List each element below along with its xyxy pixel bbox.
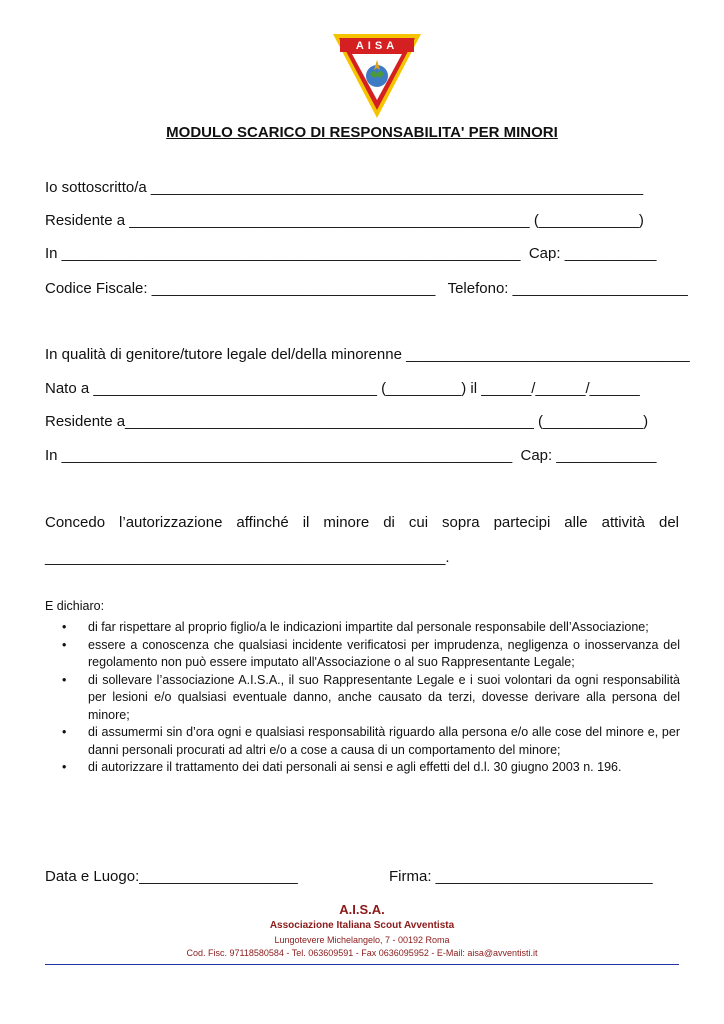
footer-org-name: Associazione Italiana Scout Avventista (269, 920, 455, 931)
bullet-icon: • (62, 725, 67, 739)
declaration-item (62, 619, 680, 637)
declaration-item (62, 724, 680, 759)
svg-text:AISA: AISA (355, 40, 399, 52)
footer-org-abbrev: A.I.S.A. (339, 902, 385, 917)
footer-address: Lungotevere Michelangelo, 7 - 00192 Roma (274, 935, 450, 945)
data-luogo-field[interactable]: Data e Luogo:___________________ (45, 868, 298, 885)
declaration-item-text: di far rispettare al proprio figlio/a le indicazioni impartite dal personale responsabile dell’Associazione; (88, 620, 649, 634)
footer-contacts: Cod. Fisc. 97118580584 - Tel. 063609591 - Fax 0636095952 - E-Mail: aisa@avventisti.it (186, 948, 538, 958)
declaration-item-text: essere a conoscenza che qualsiasi incidente verificatosi per imprudenza, negligenza o inosservanza del regolamento non può essere imputato all'Associazione o al suo Rappresentante Legale; (88, 637, 680, 669)
declaration-item (62, 672, 680, 725)
aisa-logo (330, 30, 424, 122)
minorenne-field[interactable]: In qualità di genitore/tutore legale del/della minorenne __________________________________ (45, 346, 690, 363)
bullet-icon: • (62, 672, 67, 687)
declaration-item (62, 637, 680, 672)
firma-field[interactable]: Firma: __________________________ (389, 868, 653, 885)
declaration-item-text: di assumermi sin d’ora ogni e qualsiasi responsabilità riguardo alla persona e/o alle cose del minore e, per danni personali procurati ad altri e/o a cose a causa di un comportamento del minore; (88, 725, 680, 757)
nato-field[interactable]: Nato a __________________________________ (_________) il ______/______/______ (45, 380, 640, 397)
sottoscritto-field[interactable]: Io sottoscritto/a ___________________________________________________________ (45, 179, 644, 196)
form-title: MODULO SCARICO DI RESPONSABILITA' PER MINORI (166, 124, 558, 141)
minore-residente-field[interactable]: Residente a_________________________________________________ (____________) (45, 413, 649, 430)
bullet-icon: • (62, 637, 67, 652)
attivita-field[interactable]: ________________________________________________. (45, 549, 450, 566)
codice-fiscale-telefono-field[interactable]: Codice Fiscale: __________________________________ Telefono: _____________________ (45, 280, 688, 297)
declaration-item-text: di sollevare l’associazione A.I.S.A., il suo Rappresentante Legale e i suoi volontari da ogni responsabilità per lesioni e/o qualsiasi eventuale danno, anche causato da terzi, dovesse derivare alla persona del minore; (88, 672, 680, 722)
footer-divider (45, 964, 679, 965)
declaration-list (62, 619, 680, 777)
bullet-icon: • (62, 620, 67, 634)
declaration-item (62, 759, 680, 777)
bullet-icon: • (62, 760, 67, 774)
residente-field[interactable]: Residente a ________________________________________________ (____________) (45, 212, 644, 229)
citta-cap-field[interactable]: In _______________________________________________________ Cap: ___________ (45, 245, 657, 262)
minore-citta-cap-field[interactable]: In ______________________________________________________ Cap: ____________ (45, 447, 657, 464)
autorizzazione-text: Concedo l’autorizzazione affinché il minore di cui sopra partecipi alle attività del (45, 514, 679, 531)
dichiaro-heading: E dichiaro: (45, 599, 105, 613)
declaration-item-text: di autorizzare il trattamento dei dati personali ai sensi e agli effetti del d.l. 30 giugno 2003 n. 196. (88, 760, 622, 774)
